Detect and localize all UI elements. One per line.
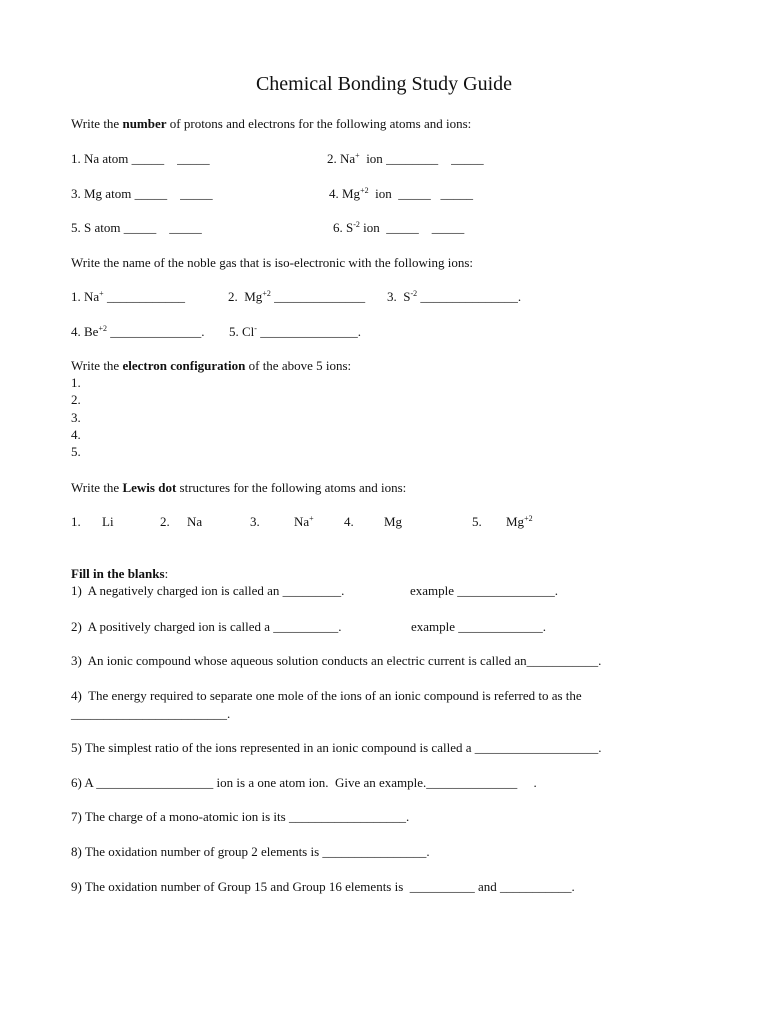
answer-blanks[interactable]: _____ _____ <box>123 220 202 235</box>
question-2-5 <box>229 324 361 339</box>
instruction-emphasis: Lewis dot <box>122 480 177 495</box>
charge-superscript: -2 <box>410 289 418 298</box>
instruction-text: of the above 5 ions: <box>245 358 352 373</box>
instruction-text: Write the <box>71 358 123 373</box>
question-label: 4. Be <box>71 324 99 339</box>
section3-instruction <box>71 358 351 373</box>
charge-superscript: -2 <box>353 220 360 229</box>
charge-superscript: +2 <box>360 186 369 195</box>
answer-blanks[interactable]: _____ _____ <box>398 186 473 201</box>
fill-question-6[interactable]: 6) A __________________ ion is a one atom ion. Give an example.______________ . <box>71 775 537 790</box>
question-1-6 <box>333 220 464 235</box>
lewis-item-number: 2. <box>160 514 170 529</box>
heading-text: Fill in the blanks <box>71 566 165 581</box>
fill-question-9[interactable]: 9) The oxidation number of Group 15 and Group 16 elements is __________ and ___________. <box>71 879 575 894</box>
heading-colon: : <box>164 566 169 581</box>
instruction-text: Write the <box>71 116 123 131</box>
charge-superscript: + <box>309 514 314 523</box>
config-line-5: 5. <box>71 444 81 459</box>
fill-question-2[interactable]: 2) A positively charged ion is called a __________. <box>71 619 342 634</box>
lewis-item-number: 1. <box>71 514 81 529</box>
lewis-item-number: 5. <box>472 514 482 529</box>
lewis-item-number: 3. <box>250 514 260 529</box>
instruction-emphasis: electron configuration <box>122 358 246 373</box>
question-1-4 <box>329 186 473 201</box>
question-2-1 <box>71 289 185 304</box>
question-label: ion <box>359 151 383 166</box>
answer-blanks[interactable]: _____ _____ <box>386 220 465 235</box>
fill-question-3[interactable]: 3) An ionic compound whose aqueous solution conducts an electric current is called an___________. <box>71 653 602 668</box>
fill-question-4: 4) The energy required to separate one mole of the ions of an ionic compound is referred to as the <box>71 688 582 703</box>
fill-question-5[interactable]: 5) The simplest ratio of the ions represented in an ionic compound is called a ___________________. <box>71 740 602 755</box>
question-2-3 <box>387 289 521 304</box>
instruction-emphasis: number <box>122 116 167 131</box>
charge-superscript: +2 <box>524 514 533 523</box>
species-symbol: Na <box>294 514 310 529</box>
lewis-item-species <box>294 514 314 529</box>
charge-superscript: + <box>99 289 104 298</box>
lewis-item-species: Na <box>187 514 203 529</box>
species-symbol: Mg <box>506 514 525 529</box>
fill-question-7[interactable]: 7) The charge of a mono-atomic ion is its __________________. <box>71 809 410 824</box>
question-1-3 <box>71 186 213 201</box>
charge-superscript: + <box>355 151 360 160</box>
answer-blank[interactable]: ______________ <box>274 289 366 304</box>
fill-question-4-blank[interactable]: ________________________. <box>71 706 231 721</box>
section1-instruction <box>71 116 471 131</box>
question-label: 3. S <box>387 289 411 304</box>
lewis-item-number: 4. <box>344 514 354 529</box>
fill-question-1-example[interactable]: example _______________. <box>410 583 559 598</box>
question-label: ion <box>368 186 392 201</box>
question-2-2 <box>228 289 365 304</box>
instruction-text: structures for the following atoms and ions: <box>176 480 407 495</box>
answer-blank[interactable]: _______________. <box>420 289 522 304</box>
answer-blank[interactable]: ______________. <box>110 324 205 339</box>
section4-instruction <box>71 480 406 495</box>
fill-blanks-heading <box>71 566 168 581</box>
question-2-4 <box>71 324 204 339</box>
instruction-text: Write the <box>71 480 123 495</box>
question-1-5 <box>71 220 202 235</box>
question-label: 1. Na atom <box>71 151 129 166</box>
answer-blank[interactable]: ____________ <box>106 289 185 304</box>
config-line-4: 4. <box>71 427 81 442</box>
charge-superscript: - <box>254 324 257 333</box>
question-label: 3. Mg atom <box>71 186 132 201</box>
question-label: 6. S <box>333 220 354 235</box>
question-1-1 <box>71 151 210 166</box>
config-line-2: 2. <box>71 392 81 407</box>
fill-question-1[interactable]: 1) A negatively charged ion is called an _________. <box>71 583 345 598</box>
question-label: 5. Cl <box>229 324 255 339</box>
charge-superscript: +2 <box>262 289 271 298</box>
answer-blanks[interactable]: _____ _____ <box>131 151 210 166</box>
question-label: 2. Na <box>327 151 356 166</box>
config-line-1: 1. <box>71 375 81 390</box>
question-label: 4. Mg <box>329 186 361 201</box>
question-label: 2. Mg <box>228 289 263 304</box>
lewis-item-species: Li <box>102 514 114 529</box>
page-title: Chemical Bonding Study Guide <box>255 73 513 95</box>
answer-blanks[interactable]: _____ _____ <box>134 186 213 201</box>
fill-question-8[interactable]: 8) The oxidation number of group 2 elements is ________________. <box>71 844 430 859</box>
question-label: 1. Na <box>71 289 100 304</box>
charge-superscript: +2 <box>98 324 107 333</box>
question-label: 5. S atom <box>71 220 121 235</box>
question-label: ion <box>359 220 380 235</box>
answer-blank[interactable]: _______________. <box>260 324 361 339</box>
question-1-2 <box>327 151 484 166</box>
answer-blanks[interactable]: ________ _____ <box>386 151 484 166</box>
config-line-3: 3. <box>71 410 81 425</box>
section2-instruction: Write the name of the noble gas that is iso-electronic with the following ions: <box>71 255 474 270</box>
lewis-item-species: Mg <box>384 514 403 529</box>
fill-question-2-example[interactable]: example _____________. <box>411 619 547 634</box>
instruction-text: of protons and electrons for the following atoms and ions: <box>166 116 472 131</box>
lewis-item-species <box>506 514 533 529</box>
